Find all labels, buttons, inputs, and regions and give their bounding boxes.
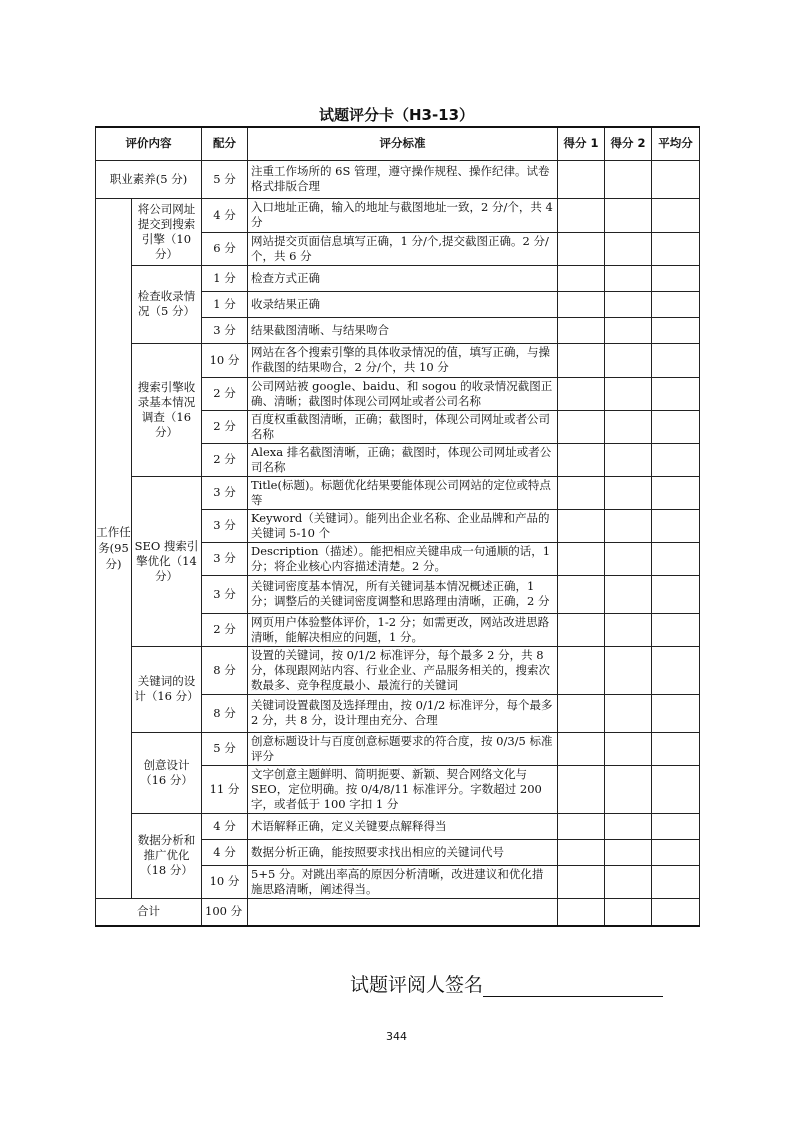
- signature-line[interactable]: [483, 976, 663, 997]
- criteria-standard: 百度权重截图清晰，正确；截图时，体现公司网址或者公司名称: [248, 410, 558, 443]
- score-1-cell[interactable]: [558, 613, 605, 646]
- professional-row: [96, 160, 700, 198]
- average-cell[interactable]: [652, 317, 700, 343]
- score-2-cell[interactable]: [605, 265, 652, 291]
- score-1-cell[interactable]: [558, 542, 605, 575]
- criteria-score: 2 分: [202, 377, 248, 410]
- criteria-row: [96, 265, 700, 291]
- professional-standard: 注重工作场所的 6S 管理，遵守操作规程、操作纪律。试卷格式排版合理: [248, 160, 558, 198]
- score-2-cell[interactable]: [605, 160, 652, 198]
- criteria-standard: 结果截图清晰、与结果吻合: [248, 317, 558, 343]
- criteria-score: 1 分: [202, 291, 248, 317]
- criteria-score: 6 分: [202, 232, 248, 265]
- average-cell[interactable]: [652, 575, 700, 613]
- criteria-score: 8 分: [202, 646, 248, 694]
- signature-label: 试题评阅人签名: [350, 974, 484, 996]
- criteria-standard: 设置的关键词，按 0/1/2 标准评分，每个最多 2 分，共 8 分，体现跟网站内容、行业企业、产品服务相关的，搜索次数最多、竞争程度最小、最流行的关键词: [248, 646, 558, 694]
- criteria-standard: 网站在各个搜索引擎的具体收录情况的值，填写正确，与操作截图的结果吻合，2 分/个，共 10 分: [248, 343, 558, 377]
- score-2-cell[interactable]: [605, 232, 652, 265]
- criteria-standard: 创意标题设计与百度创意标题要求的符合度，按 0/3/5 标准评分: [248, 732, 558, 765]
- score-1-cell[interactable]: [558, 765, 605, 813]
- average-cell[interactable]: [652, 865, 700, 898]
- score-2-cell[interactable]: [605, 343, 652, 377]
- score-2-cell[interactable]: [605, 613, 652, 646]
- criteria-standard: Keyword（关键词）。能列出企业名称、企业品牌和产品的关键词 5-10 个: [248, 509, 558, 542]
- criteria-score: 4 分: [202, 198, 248, 232]
- average-cell[interactable]: [652, 839, 700, 865]
- total-row: [96, 898, 700, 926]
- criteria-row: [96, 646, 700, 694]
- score-1-cell[interactable]: [558, 265, 605, 291]
- total-score: 100 分: [202, 898, 248, 926]
- group-label: SEO 搜索引擎优化（14 分）: [132, 476, 202, 646]
- criteria-standard: 入口地址正确，输入的地址与截图地址一致，2 分/个，共 4 分: [248, 198, 558, 232]
- criteria-row: [96, 343, 700, 377]
- criteria-standard: 文字创意主题鲜明、简明扼要、新颖、契合网络文化与 SEO，定位明确。按 0/4/8/11 标准评分。字数超过 200 字，或者低于 100 字扣 1 分: [248, 765, 558, 813]
- header-score-1: 得分 1: [558, 127, 605, 160]
- average-cell[interactable]: [652, 343, 700, 377]
- criteria-score: 5 分: [202, 732, 248, 765]
- criteria-standard: Title(标题)。标题优化结果要能体现公司网站的定位或特点等: [248, 476, 558, 509]
- score-1-cell[interactable]: [558, 813, 605, 839]
- average-cell[interactable]: [652, 198, 700, 232]
- criteria-score: 2 分: [202, 613, 248, 646]
- header-standard: 评分标准: [248, 127, 558, 160]
- score-1-cell[interactable]: [558, 232, 605, 265]
- group-label: 创意设计（16 分）: [132, 732, 202, 813]
- score-2-cell[interactable]: [605, 476, 652, 509]
- score-2-cell[interactable]: [605, 898, 652, 926]
- average-cell[interactable]: [652, 898, 700, 926]
- score-1-cell[interactable]: [558, 291, 605, 317]
- criteria-score: 4 分: [202, 813, 248, 839]
- criteria-standard: 数据分析正确，能按照要求找出相应的关键词代号: [248, 839, 558, 865]
- score-2-cell[interactable]: [605, 813, 652, 839]
- score-1-cell[interactable]: [558, 410, 605, 443]
- total-label: 合计: [96, 898, 202, 926]
- score-1-cell[interactable]: [558, 343, 605, 377]
- total-standard-cell: [248, 898, 558, 926]
- average-cell[interactable]: [652, 542, 700, 575]
- score-1-cell[interactable]: [558, 694, 605, 732]
- score-2-cell[interactable]: [605, 198, 652, 232]
- score-1-cell[interactable]: [558, 839, 605, 865]
- score-1-cell[interactable]: [558, 198, 605, 232]
- average-cell[interactable]: [652, 232, 700, 265]
- score-1-cell[interactable]: [558, 575, 605, 613]
- work-task-label: 工作任务(95分): [96, 198, 132, 898]
- criteria-row: [96, 732, 700, 765]
- header-average: 平均分: [652, 127, 700, 160]
- criteria-standard: 关键词设置截图及选择理由，按 0/1/2 标准评分，每个最多 2 分，共 8 分，设计理由充分、合理: [248, 694, 558, 732]
- score-2-cell[interactable]: [605, 646, 652, 694]
- group-label: 关键词的设计（16 分）: [132, 646, 202, 732]
- score-1-cell[interactable]: [558, 646, 605, 694]
- score-1-cell[interactable]: [558, 865, 605, 898]
- score-2-cell[interactable]: [605, 291, 652, 317]
- criteria-standard: 术语解释正确，定义关键要点解释得当: [248, 813, 558, 839]
- score-2-cell[interactable]: [605, 377, 652, 410]
- average-cell[interactable]: [652, 813, 700, 839]
- criteria-standard: 检查方式正确: [248, 265, 558, 291]
- score-1-cell[interactable]: [558, 732, 605, 765]
- criteria-standard: 网站提交页面信息填写正确，1 分/个,提交截图正确。2 分/个，共 6 分: [248, 232, 558, 265]
- average-cell[interactable]: [652, 765, 700, 813]
- criteria-score: 3 分: [202, 542, 248, 575]
- score-2-cell[interactable]: [605, 865, 652, 898]
- criteria-score: 11 分: [202, 765, 248, 813]
- score-1-cell[interactable]: [558, 317, 605, 343]
- score-2-cell[interactable]: [605, 732, 652, 765]
- average-cell[interactable]: [652, 443, 700, 476]
- score-2-cell[interactable]: [605, 542, 652, 575]
- criteria-score: 8 分: [202, 694, 248, 732]
- criteria-row: [96, 813, 700, 839]
- page-number: 344: [386, 1030, 407, 1043]
- group-label: 数据分析和推广优化（18 分）: [132, 813, 202, 898]
- average-cell[interactable]: [652, 160, 700, 198]
- header-row: [96, 127, 700, 160]
- page-title: 试题评分卡（H3-13）: [318, 106, 475, 124]
- average-cell[interactable]: [652, 291, 700, 317]
- criteria-score: 2 分: [202, 410, 248, 443]
- criteria-score: 10 分: [202, 343, 248, 377]
- criteria-row: [96, 198, 700, 232]
- header-content: 评价内容: [96, 127, 202, 160]
- criteria-standard: 关键词密度基本情况，所有关键词基本情况概述正确，1 分；调整后的关键词密度调整和思路理由清晰，正确，2 分: [248, 575, 558, 613]
- average-cell[interactable]: [652, 646, 700, 694]
- score-1-cell[interactable]: [558, 443, 605, 476]
- average-cell[interactable]: [652, 732, 700, 765]
- criteria-score: 2 分: [202, 443, 248, 476]
- group-label: 检查收录情况（5 分）: [132, 265, 202, 343]
- average-cell[interactable]: [652, 377, 700, 410]
- average-cell[interactable]: [652, 694, 700, 732]
- criteria-score: 3 分: [202, 509, 248, 542]
- average-cell[interactable]: [652, 509, 700, 542]
- score-1-cell[interactable]: [558, 476, 605, 509]
- header-score-2: 得分 2: [605, 127, 652, 160]
- score-2-cell[interactable]: [605, 575, 652, 613]
- criteria-standard: 5+5 分。对跳出率高的原因分析清晰，改进建议和优化措施思路清晰，阐述得当。: [248, 865, 558, 898]
- criteria-score: 3 分: [202, 476, 248, 509]
- criteria-standard: 收录结果正确: [248, 291, 558, 317]
- signature-area: [350, 970, 663, 997]
- criteria-row: [96, 476, 700, 509]
- criteria-score: 1 分: [202, 265, 248, 291]
- group-label: 将公司网址提交到搜索引擎（10 分）: [132, 198, 202, 265]
- score-1-cell[interactable]: [558, 509, 605, 542]
- criteria-standard: Alexa 排名截图清晰，正确；截图时，体现公司网址或者公司名称: [248, 443, 558, 476]
- average-cell[interactable]: [652, 265, 700, 291]
- group-label: 搜索引擎收录基本情况调查（16 分）: [132, 343, 202, 476]
- average-cell[interactable]: [652, 410, 700, 443]
- average-cell[interactable]: [652, 613, 700, 646]
- score-2-cell[interactable]: [605, 443, 652, 476]
- criteria-score: 4 分: [202, 839, 248, 865]
- score-1-cell[interactable]: [558, 898, 605, 926]
- criteria-score: 10 分: [202, 865, 248, 898]
- criteria-standard: Description（描述）。能把相应关键串成一句通顺的话，1 分；将企业核心内容描述清楚。2 分。: [248, 542, 558, 575]
- criteria-standard: 网页用户体验整体评价，1-2 分；如需更改，网站改进思路清晰，能解决相应的问题，1 分。: [248, 613, 558, 646]
- score-2-cell[interactable]: [605, 839, 652, 865]
- score-2-cell[interactable]: [605, 410, 652, 443]
- score-2-cell[interactable]: [605, 694, 652, 732]
- criteria-score: 3 分: [202, 317, 248, 343]
- criteria-standard: 公司网站被 google、baidu、和 sogou 的收录情况截图正确、清晰；截图时体现公司网址或者公司名称: [248, 377, 558, 410]
- professional-score: 5 分: [202, 160, 248, 198]
- score-2-cell[interactable]: [605, 509, 652, 542]
- score-1-cell[interactable]: [558, 377, 605, 410]
- scoring-table: [95, 126, 700, 927]
- average-cell[interactable]: [652, 476, 700, 509]
- score-2-cell[interactable]: [605, 765, 652, 813]
- score-2-cell[interactable]: [605, 317, 652, 343]
- professional-label: 职业素养(5 分): [96, 160, 202, 198]
- criteria-score: 3 分: [202, 575, 248, 613]
- score-1-cell[interactable]: [558, 160, 605, 198]
- header-score: 配分: [202, 127, 248, 160]
